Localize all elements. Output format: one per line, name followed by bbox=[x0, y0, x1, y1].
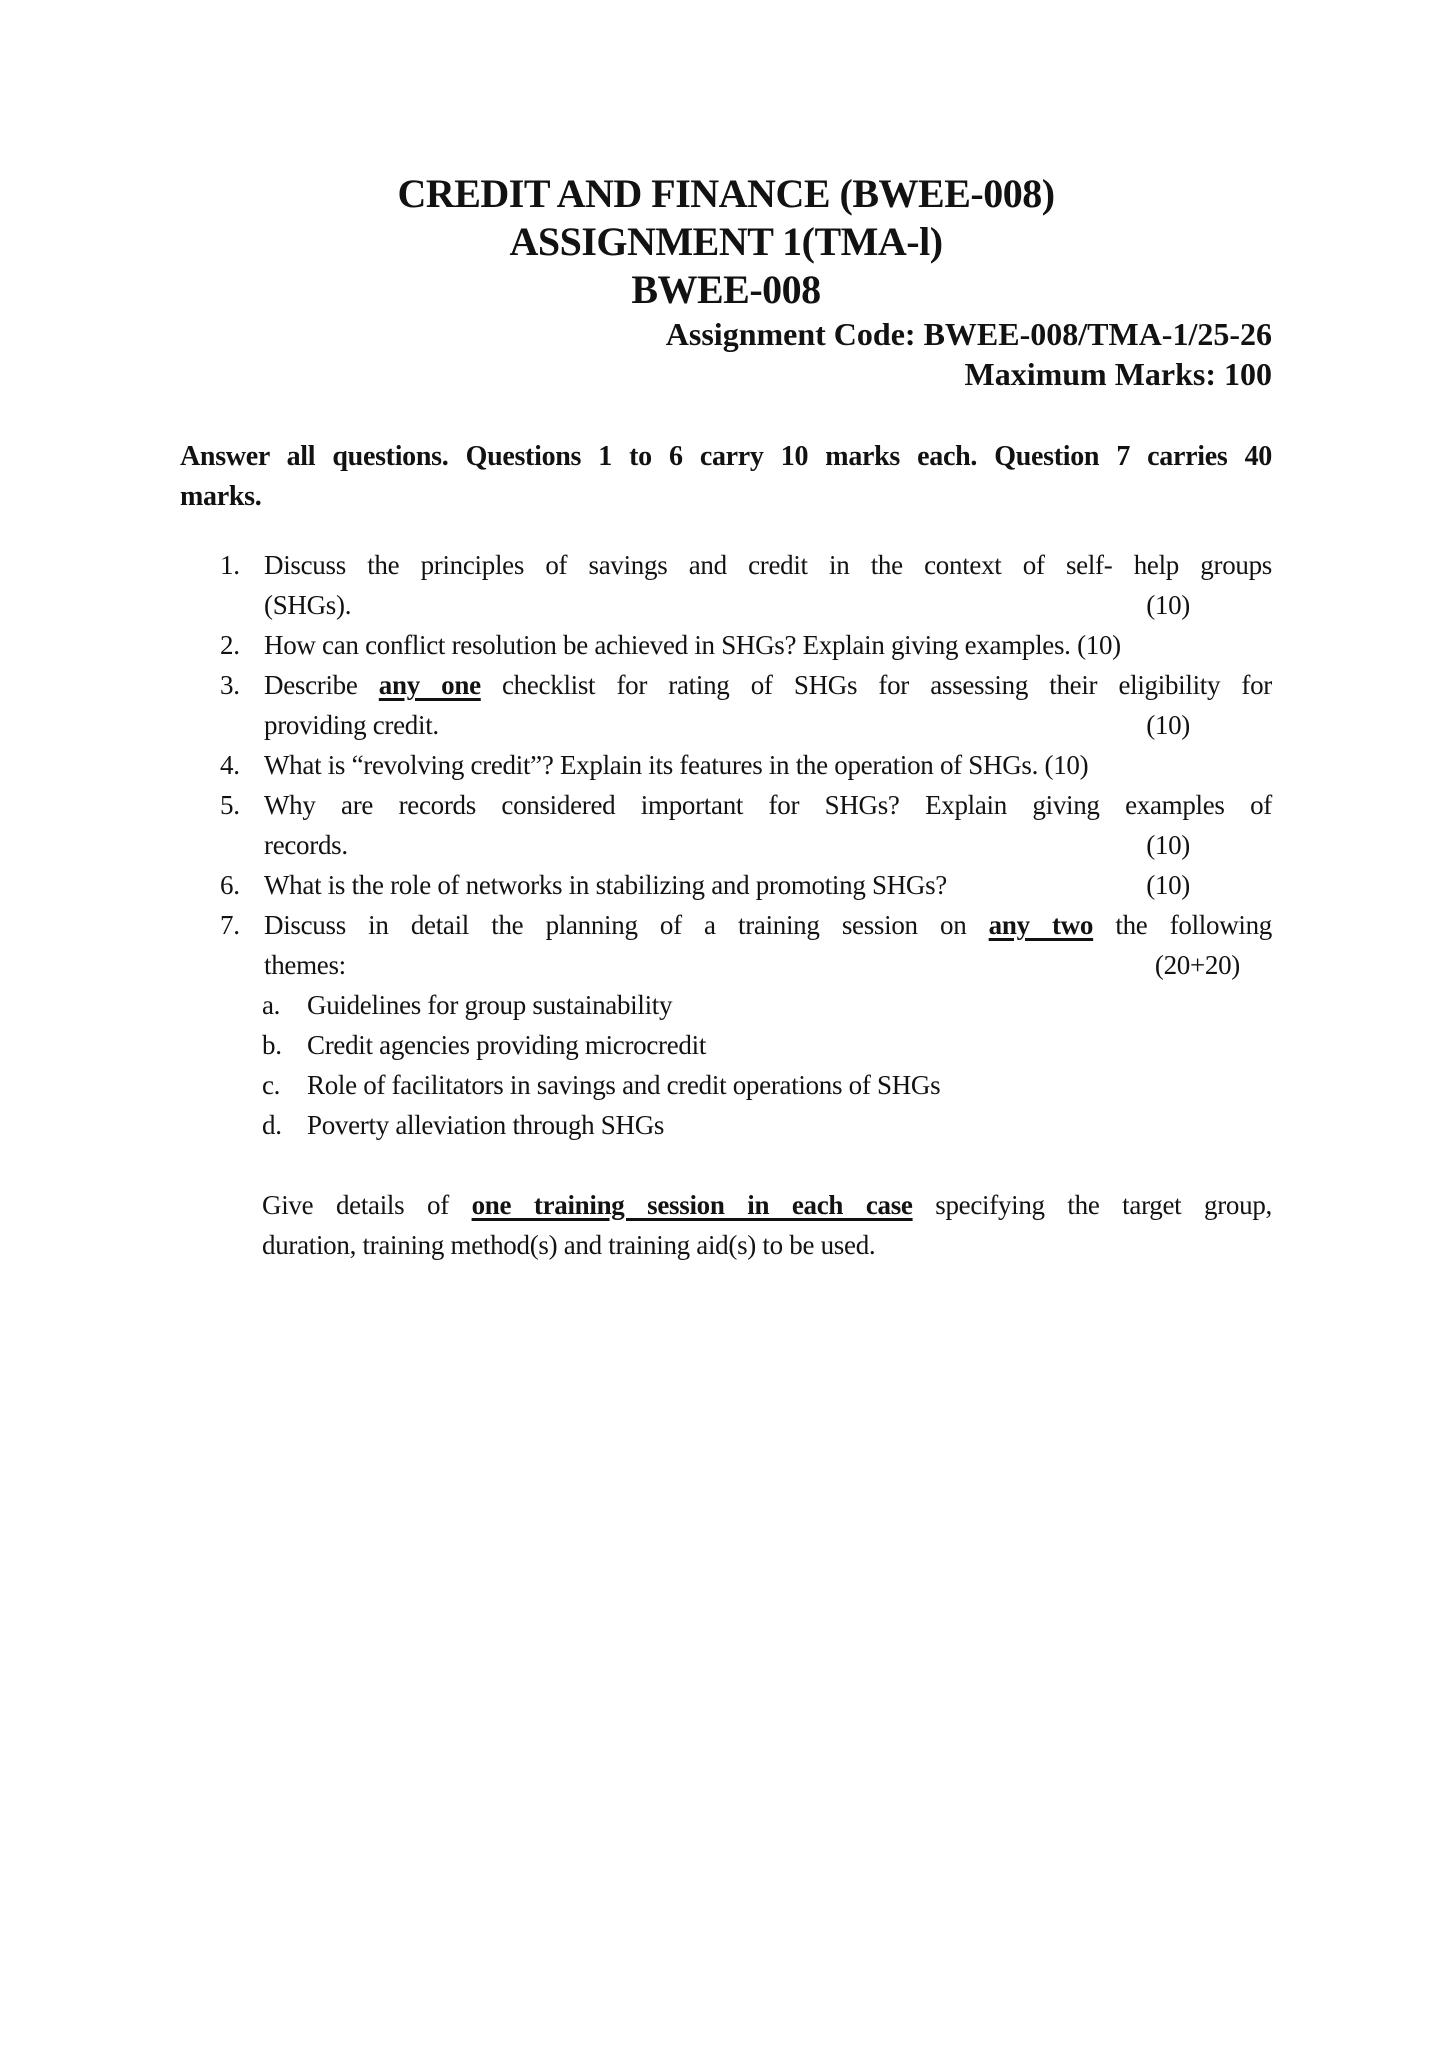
document-title-line-2: ASSIGNMENT 1(TMA-l) bbox=[509, 219, 943, 264]
sub-question-b bbox=[180, 1025, 1272, 1065]
question-2 bbox=[180, 625, 1272, 665]
question-5-text: Why are records considered important for SHGs? Explain giving examples of bbox=[264, 790, 1272, 820]
question-2-text: How can conflict resolution be achieved in SHGs? Explain giving examples. (10) bbox=[264, 630, 1121, 660]
instructions-line-2: marks. bbox=[180, 481, 262, 512]
sub-question-b-text: Credit agencies providing microcredit bbox=[307, 1030, 707, 1060]
closing-line-2: duration, training method(s) and training aid(s) to be used. bbox=[262, 1230, 876, 1260]
question-7-number: 7. bbox=[220, 910, 240, 940]
question-7-text-wrap: themes: bbox=[264, 950, 346, 980]
question-4-text: What is “revolving credit”? Explain its features in the operation of SHGs. (10) bbox=[264, 750, 1089, 780]
question-7-marks: (20+20) bbox=[1154, 950, 1240, 980]
question-3-text: Describe any one checklist for rating of SHGs for assessing their eligibility for bbox=[264, 670, 1272, 700]
sub-question-a bbox=[180, 985, 1272, 1025]
question-7 bbox=[180, 905, 1272, 1145]
question-1-text-wrap: (SHGs). bbox=[264, 590, 352, 620]
sub-question-c-letter: c. bbox=[262, 1070, 281, 1100]
instructions bbox=[180, 437, 1272, 517]
question-3 bbox=[180, 665, 1272, 745]
closing-paragraph bbox=[262, 1185, 1272, 1265]
question-3-emphasis: any one bbox=[378, 670, 481, 700]
question-1-text: Discuss the principles of savings and credit in the context of self- help groups bbox=[264, 550, 1272, 580]
instructions-line-1: Answer all questions. Questions 1 to 6 carry 10 marks each. Question 7 carries 40 bbox=[180, 441, 1272, 472]
document-title-line-1: CREDIT AND FINANCE (BWEE-008) bbox=[397, 171, 1055, 216]
question-2-number: 2. bbox=[220, 630, 240, 660]
sub-question-d-letter: d. bbox=[262, 1110, 282, 1140]
question-7-emphasis: any two bbox=[988, 910, 1094, 940]
closing-emphasis: one training session in each case bbox=[471, 1190, 913, 1220]
question-1 bbox=[180, 545, 1272, 625]
question-6-marks: (10) bbox=[1146, 870, 1190, 900]
question-1-number: 1. bbox=[220, 550, 240, 580]
sub-question-a-letter: a. bbox=[262, 990, 281, 1020]
question-6-number: 6. bbox=[220, 870, 240, 900]
question-1-marks: (10) bbox=[1146, 590, 1190, 620]
question-7-text: Discuss in detail the planning of a training session on any two the following bbox=[264, 910, 1273, 940]
sub-question-d-text: Poverty alleviation through SHGs bbox=[307, 1110, 665, 1140]
sub-question-c-text: Role of facilitators in savings and credit operations of SHGs bbox=[307, 1070, 941, 1100]
question-6 bbox=[180, 865, 1272, 905]
question-3-marks: (10) bbox=[1146, 710, 1190, 740]
sub-question-c bbox=[180, 1065, 1272, 1105]
question-5-text-wrap: records. bbox=[264, 830, 348, 860]
question-5-marks: (10) bbox=[1146, 830, 1190, 860]
question-6-text: What is the role of networks in stabilizing and promoting SHGs? bbox=[264, 870, 947, 900]
maximum-marks: Maximum Marks: 100 bbox=[964, 356, 1272, 392]
assignment-code: Assignment Code: BWEE-008/TMA-1/25-26 bbox=[665, 316, 1272, 352]
question-list bbox=[180, 545, 1272, 1145]
question-4 bbox=[180, 745, 1272, 785]
question-5-number: 5. bbox=[220, 790, 240, 820]
question-4-number: 4. bbox=[220, 750, 240, 780]
closing-line-1: Give details of one training session in each case specifying the target group, bbox=[262, 1190, 1272, 1220]
question-5 bbox=[180, 785, 1272, 865]
document-title-line-3: BWEE-008 bbox=[631, 267, 821, 312]
question-3-text-wrap: providing credit. bbox=[264, 710, 439, 740]
sub-question-a-text: Guidelines for group sustainability bbox=[307, 990, 673, 1020]
sub-question-d bbox=[180, 1105, 1272, 1145]
sub-question-b-letter: b. bbox=[262, 1030, 282, 1060]
question-3-number: 3. bbox=[220, 670, 240, 700]
